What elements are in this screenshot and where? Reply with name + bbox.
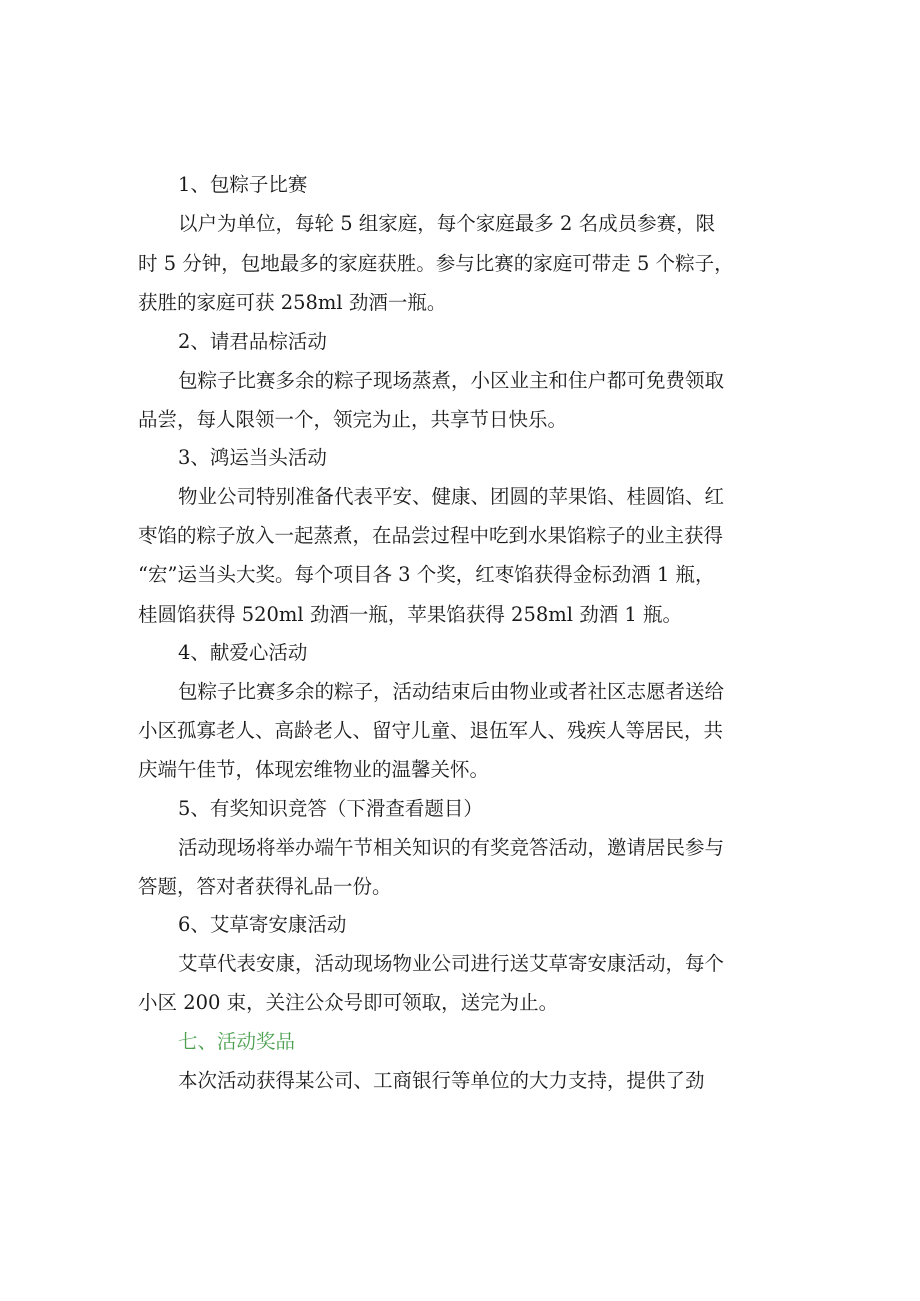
item-4-heading: 4、献爱心活动 [178, 641, 308, 664]
item-1-line-2: 时 5 分钟，包地最多的家庭获胜。参与比赛的家庭可带走 5 个粽子， [138, 252, 734, 275]
item-3-heading: 3、鸿运当头活动 [178, 446, 327, 469]
item-2-line-2: 品尝，每人限领一个，领完为止，共享节日快乐。 [138, 408, 568, 431]
item-5-line-1: 活动现场将举办端午节相关知识的有奖竞答活动，邀请居民参与 [178, 836, 725, 859]
item-4-line-3: 庆端午佳节，体现宏维物业的温馨关怀。 [138, 758, 490, 781]
item-3-line-1: 物业公司特别准备代表平安、健康、团圆的苹果馅、桂圆馅、红 [178, 485, 725, 508]
item-3-line-2: 枣馅的粽子放入一起蒸煮，在品尝过程中吃到水果馅粽子的业主获得 [138, 524, 724, 547]
item-1-heading: 1、包粽子比赛 [178, 173, 308, 196]
item-6-heading: 6、艾草寄安康活动 [178, 913, 347, 936]
item-3-line-3: “宏”运当头大奖。每个项目各 3 个奖，红枣馅获得金标劲酒 1 瓶， [138, 563, 715, 586]
item-2-line-1: 包粽子比赛多余的粽子现场蒸煮，小区业主和住户都可免费领取 [178, 369, 725, 392]
item-5-line-2: 答题，答对者获得礼品一份。 [138, 875, 392, 898]
item-5-heading: 5、有奖知识竞答（下滑查看题目） [178, 797, 483, 820]
section-7-heading: 七、活动奖品 [178, 1030, 296, 1053]
item-6-line-2: 小区 200 束，关注公众号即可领取，送完为止。 [138, 991, 559, 1014]
item-1-line-1: 以户为单位，每轮 5 组家庭，每个家庭最多 2 名成员参赛，限 [178, 212, 716, 235]
item-4-line-1: 包粽子比赛多余的粽子，活动结束后由物业或者社区志愿者送给 [178, 680, 725, 703]
item-3-line-4: 桂圆馅获得 520ml 劲酒一瓶，苹果馅获得 258ml 劲酒 1 瓶。 [138, 603, 682, 626]
item-1-line-3: 获胜的家庭可获 258ml 劲酒一瓶。 [138, 291, 447, 314]
item-4-line-2: 小区孤寡老人、高龄老人、留守儿童、退伍军人、残疾人等居民，共 [138, 719, 724, 742]
item-6-line-1: 艾草代表安康，活动现场物业公司进行送艾草寄安康活动，每个 [178, 952, 725, 975]
section-7-line-1: 本次活动获得某公司、工商银行等单位的大力支持，提供了劲 [178, 1069, 705, 1092]
item-2-heading: 2、请君品棕活动 [178, 330, 327, 353]
